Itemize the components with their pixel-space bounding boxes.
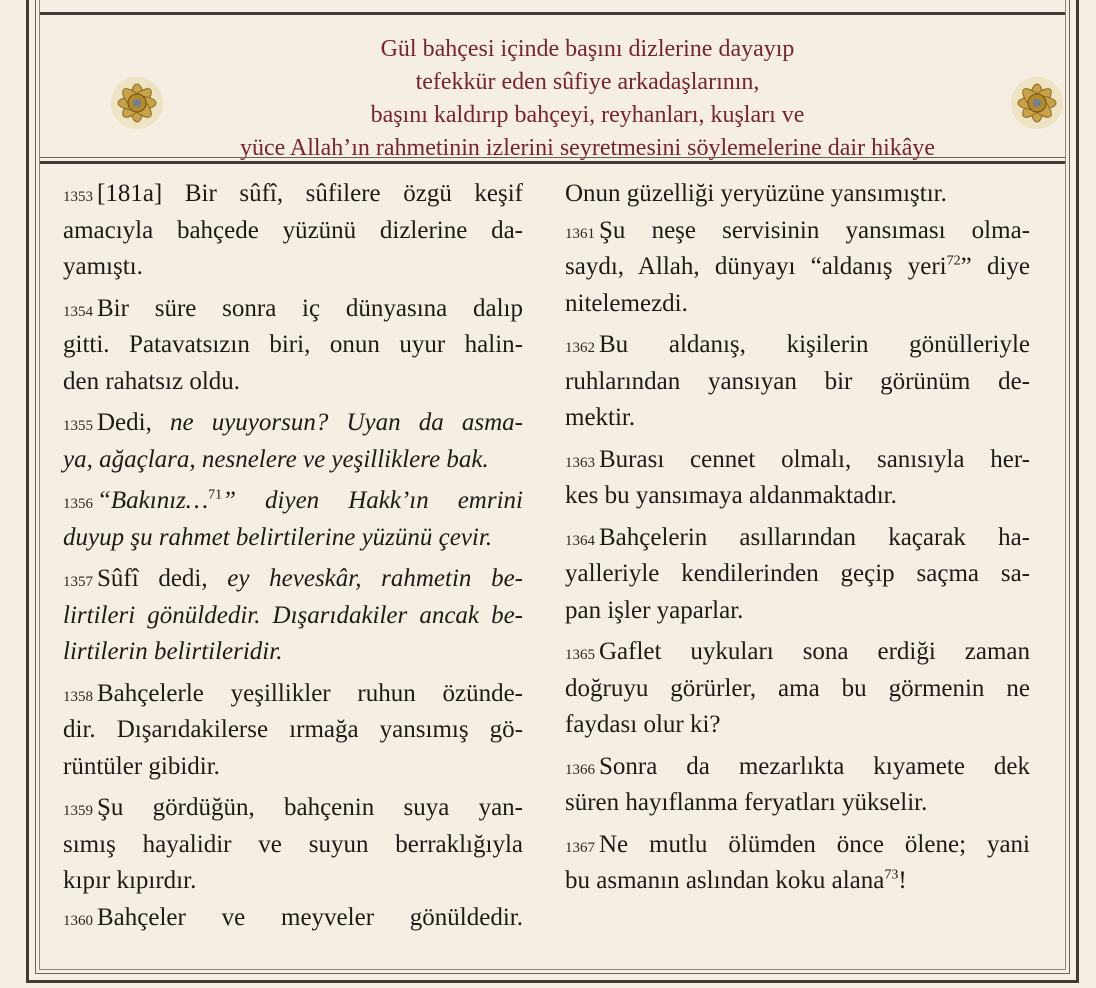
verse-number: 1359: [63, 803, 93, 819]
verse-line: ya, ağaçlara, nesnelere ve yeşilliklere bak.: [63, 445, 489, 473]
verse-line: faydası olur ki?: [565, 711, 721, 738]
verse-number: 1353: [63, 189, 93, 205]
title-line: yüce Allah’ın rahmetinin izlerini seyretmesini söylemelerine dair hikâye: [239, 135, 936, 161]
title-line: tefekkür eden sûfiye arkadaşlarının,: [415, 69, 760, 95]
footnote-ref: 73: [884, 867, 899, 883]
verse-number: 1361: [565, 225, 595, 242]
verse-line: Onun güzelliği yeryüzüne yansımıştır.: [565, 180, 947, 207]
verse-line: süren hayıflanma feryatları yükselir.: [565, 789, 928, 816]
verse-number: 1363: [565, 454, 595, 471]
section-title: [160, 33, 1015, 165]
right-column: [565, 176, 1030, 900]
verse-line: duyup şu rahmet belirtilerine yüzünü çevir.: [63, 523, 493, 551]
verse-line: 1363 Burası cennet olmalı, sanısıyla her-: [565, 445, 1030, 473]
verse-line: yalleriyle kendilerinden geçip saçma sa-: [565, 560, 1030, 587]
verse-line: 1362 Bu aldanış, kişilerin gönülleriyle: [565, 331, 1030, 358]
rosette-ornament-right: [1007, 73, 1067, 133]
verse-line: pan işler yaparlar.: [565, 596, 744, 624]
verse-line: sımış hayalidir ve suyun berraklığıyla: [63, 830, 523, 858]
verse-line: doğruyu görürler, ama bu görmenin ne: [565, 674, 1030, 702]
verse-line: dir. Dışarıdakilerse ırmağa yansımış gö-: [63, 716, 523, 743]
verse-line: 1367 Ne mutlu ölümden önce ölene; yani: [565, 830, 1030, 858]
verse-number: 1357: [63, 574, 93, 590]
verse-line: 1365 Gaflet uykuları sona erdiği zaman: [565, 638, 1030, 665]
verse-line: 1364 Bahçelerin asıllarından kaçarak ha-: [565, 523, 1030, 551]
verse-line: ruhlarından yansıyan bir görünüm de-: [565, 367, 1030, 395]
verse-line: 1360 Bahçeler ve meyveler gönüldedir.: [63, 903, 523, 931]
left-column: [63, 176, 523, 936]
title-line: başını kaldırıp bahçeyi, reyhanları, kuşları ve: [370, 102, 805, 128]
verse-line: amacıyla bahçede yüzünü dizlerine da-: [63, 216, 523, 244]
verse-number: 1356: [63, 496, 93, 512]
verse-line: lirtileri gönüldedir. Dışarıdakiler ancak be-: [63, 601, 523, 629]
verse-line: 1357 Sûfî dedi, ey heveskâr, rahmetin be-: [63, 565, 523, 592]
verse-line: 1353 [181a] Bir sûfî, sûfilere özgü keşif: [63, 180, 523, 207]
verse-number: 1365: [565, 647, 595, 663]
verse-line: 1366 Sonra da mezarlıkta kıyamete dek: [565, 752, 1030, 780]
verse-line: bu asmanın aslından koku alana$^{73}$!: [565, 867, 907, 894]
verse-line: 1359 Şu gördüğün, bahçenin suya yan-: [63, 794, 523, 821]
verse-line: yamıştı.: [63, 253, 143, 280]
verse-number: 1354: [63, 303, 93, 320]
verse-line: 1355 Dedi, ne uyuyorsun? Uyan da asma-: [63, 409, 523, 436]
verse-line: kıpır kıpırdır.: [63, 867, 197, 894]
verse-line: den rahatsız oldu.: [63, 367, 241, 395]
verse-line: gitti. Patavatsızın biri, onun uyur halin-: [63, 331, 523, 358]
verse-number: 1367: [565, 839, 595, 856]
verse-line: 1354 Bir süre sonra iç dünyasına dalıp: [63, 294, 523, 322]
verse-line: rüntüler gibidir.: [63, 752, 220, 780]
verse-line: mektir.: [565, 404, 636, 431]
footnote-ref: 71: [208, 487, 223, 503]
verse-number: 1360: [63, 912, 93, 929]
footnote-ref: 72: [946, 253, 961, 269]
verse-number: 1362: [565, 340, 595, 356]
verse-line: 1361 Şu neşe servisinin yansıması olma-: [565, 216, 1030, 244]
verse-number: 1364: [565, 532, 595, 549]
verse-line: nitelemezdi.: [565, 289, 688, 317]
verse-line: 1356 “Bakınız…$^{71}$” diyen Hakk’ın emrini: [63, 487, 523, 514]
verse-line: 1358 Bahçelerle yeşillikler ruhun özünde-: [63, 679, 523, 707]
verse-line: lirtilerin belirtileridir.: [63, 638, 283, 665]
verse-number: 1358: [63, 688, 93, 705]
verse-number: 1355: [63, 418, 93, 434]
title-box: [40, 12, 1065, 164]
verse-line: kes bu yansımaya aldanmaktadır.: [565, 482, 897, 509]
title-line: Gül bahçesi içinde başını dizlerine dayayıp: [380, 36, 795, 62]
verse-line: saydı, Allah, dünyayı “aldanış yeri$^{72}$” diye: [565, 253, 1030, 280]
verse-number: 1366: [565, 761, 595, 778]
rosette-ornament-left: [107, 73, 167, 133]
